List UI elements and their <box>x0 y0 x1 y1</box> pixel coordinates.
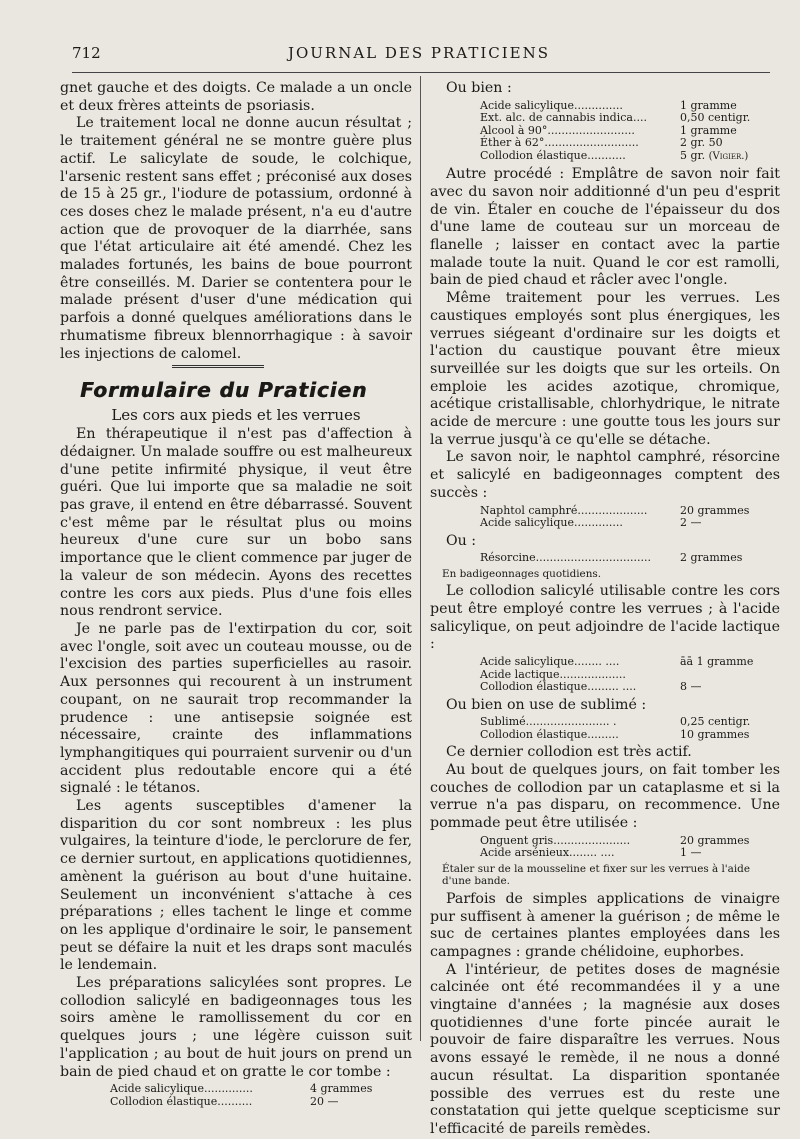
ingredient: Acide salicylique.............. <box>480 516 623 530</box>
dose: 20 grammes <box>680 503 750 517</box>
prescription <box>430 716 780 741</box>
dose: 4 grammes <box>310 1082 373 1096</box>
ingredient: Résorcine................................. <box>480 551 651 565</box>
ingredient: Alcool à 90°......................... <box>480 123 635 137</box>
running-title: JOURNAL DES PRATICIENS <box>287 44 551 62</box>
dose: 0,50 centigr. <box>680 111 751 125</box>
right-column <box>430 80 780 1139</box>
ingredient: Collodion élastique......... .... <box>480 680 637 694</box>
left-column <box>60 80 412 1111</box>
prescription <box>430 656 780 694</box>
prescription-line <box>480 137 780 150</box>
dose <box>680 150 780 164</box>
dose: āā 1 gramme <box>680 655 754 669</box>
paragraph: Même traitement pour les verrues. Les caustiques employés sont plus énergiques, les verrues siégeant d'ordinaire sur les doigts et l'action du caustique pouvant être mieux surveillée sur les doigts que sur les orteils. On emploie les acides azotique, chromique, acétique cristallisable, chlorhydrique, le nitrate acide de mercure : une goutte tous les jours sur la verrue jusqu'à ce qu'elle se détache. <box>430 290 780 448</box>
paragraph: Parfois de simples applications de vinaigre pur suffisent à amener la guérison ; de même le suc de certaines plantes employées dans les campagnes : grande chélidoine, euphorbes. <box>430 890 780 960</box>
paragraph: Je ne parle pas de l'extirpation du cor, soit avec l'ongle, soit avec un couteau mousse, ou de l'excision des parties superficielles au rasoir. Aux personnes qui recourent à un instrument coupant, on ne saurait trop recommander la prudence : une antisepsie soignée est nécessaire, crainte des inflammations lymphangitiques qui pourraient survenir ou d'un accident plus redoutable encore qui a été signalé : le tétanos. <box>60 620 412 797</box>
lead-in: Ou bien on use de sublimé : <box>446 696 647 713</box>
ingredient: Ext. alc. de cannabis indica.... <box>480 111 647 125</box>
prescription-line <box>480 517 780 530</box>
article-title: Les cors aux pieds et les verrues <box>111 406 361 425</box>
prescription <box>430 505 780 530</box>
ingredient: Acide salicylique.............. <box>110 1082 253 1096</box>
ingredient: Sublimé........................ . <box>480 715 617 729</box>
paragraph: gnet gauche et des doigts. Ce malade a un oncle et deux frères atteints de psoriasis. <box>60 80 412 114</box>
section-title: Formulaire du Praticien <box>80 378 368 403</box>
prescription-line <box>480 656 780 669</box>
author-credit: (Vigier.) <box>708 150 749 162</box>
paragraph: Le savon noir, le naphtol camphré, résorcine et salicylé en badigeonnages comptent des succès : <box>430 449 780 501</box>
dose: 10 grammes <box>680 727 750 741</box>
prescription <box>430 835 780 860</box>
prescription <box>430 100 780 164</box>
paragraph: Le collodion salicylé utilisable contre les cors peut être employé contre les verrues ; à l'acide salicylique, on peut adjoindre de l'acide lactique : <box>430 583 780 653</box>
ingredient: Acide arsénieux........ .... <box>480 846 615 860</box>
dose: 8 — <box>680 680 702 694</box>
paragraph: Ce dernier collodion est très actif. <box>446 744 692 761</box>
paragraph: Au bout de quelques jours, on fait tomber les couches de collodion par un cataplasme et si la verrue n'a pas disparu, on recommence. Une pommade peut être utilisée : <box>430 761 780 832</box>
paragraph: En thérapeutique il n'est pas d'affection à dédaigner. Un malade souffre ou est malheureux d'une petite infirmité physique, il veut être guéri. Que lui importe que sa maladie ne soit pas grave, il entend en être débarrassé. Souvent c'est même par le résultat plus ou moins heureux d'une cure sur un bobo sans importance que le client commence par juger de la valeur de son médecin. Ayons des recettes contre les cors aux pieds. Plus d'une fois elles nous rendront service. <box>60 426 412 620</box>
header-rule <box>72 72 770 73</box>
ingredient: Acide lactique................... <box>480 667 626 681</box>
page-header <box>72 44 766 68</box>
ingredient: Collodion élastique.......... <box>110 1094 253 1108</box>
prescription <box>430 552 780 565</box>
ingredient: Naphtol camphré.................... <box>480 503 648 517</box>
ingredient: Acide salicylique........ .... <box>480 655 620 669</box>
dose-value: 5 gr. <box>680 148 706 162</box>
section-divider <box>172 365 264 368</box>
prescription-line <box>480 681 780 694</box>
dose: 2 — <box>680 516 702 530</box>
prescription-note: Étaler sur de la mousseline et fixer sur les verrues à l'aide d'une bande. <box>442 862 750 888</box>
column-divider <box>420 76 421 1041</box>
ingredient: Éther à 62°........................... <box>480 136 639 150</box>
prescription-line <box>480 552 780 565</box>
dose: 0,25 centigr. <box>680 715 751 729</box>
prescription-line <box>110 1083 412 1096</box>
prescription-line <box>480 112 780 125</box>
ingredient: Acide salicylique.............. <box>480 98 623 112</box>
prescription-line <box>110 1096 412 1109</box>
prescription-line <box>480 729 780 742</box>
paragraph: Le traitement local ne donne aucun résultat ; le traitement général ne se montre guère plus actif. Le salicylate de soude, le colchique, l'arsenic restent sans effet ; préconisé aux doses de 15 à 25 gr., l'iodure de potassium, ordonné à ces doses chez le malade présent, n'a eu d'autre action que de provoquer de la diarrhée, sans que l'état articulaire ait été amendé. Chez les malades fortunés, les bains de boue pourront être conseillés. M. Darier se contentera pour le malade présent d'user d'une médication qui parfois a donné quelques améliorations dans le rhumatisme fibreux blennorrhagique : à savoir les injections de calomel. <box>60 115 412 362</box>
dose: 20 — <box>310 1094 339 1108</box>
dose: 1 gramme <box>680 123 737 137</box>
paragraph: Autre procédé : Emplâtre de savon noir fait avec du savon noir additionné d'un peu d'esprit de vin. Étaler en couche de l'épaisseur du dos d'une lame de couteau sur un morceau de flanelle ; laisser en contact avec la partie malade toute la nuit. Quand le cor est ramolli, bain de pied chaud et râcler avec l'ongle. <box>430 166 780 289</box>
dose: 2 grammes <box>680 551 743 565</box>
ingredient: Collodion élastique......... <box>480 727 619 741</box>
prescription-line <box>480 847 780 860</box>
ingredient: Onguent gris...................... <box>480 833 631 847</box>
dose: 20 grammes <box>680 833 750 847</box>
prescription <box>60 1083 412 1108</box>
dose: 1 — <box>680 846 702 860</box>
lead-in: Ou : <box>446 532 477 549</box>
paragraph: Les préparations salicylées sont propres. Le collodion salicylé en badigeonnages tous les soirs amène le ramollissement du cor en quelques jours ; une légère cuisson suit l'application ; au bout de huit jours on prend un bain de pied chaud et on gratte le cor tombe : <box>60 975 412 1080</box>
dose: 1 gramme <box>680 98 737 112</box>
prescription-line <box>480 150 780 164</box>
dose: 2 gr. 50 <box>680 136 723 150</box>
lead-in: Ou bien : <box>446 80 512 96</box>
paragraph: Les agents susceptibles d'amener la disparition du cor sont nombreux : les plus vulgaires, la teinture d'iode, le perclorure de fer, ce dernier surtout, en applications quotidiennes, amènent la guérison au bout d'une huitaine. Seulement un inconvénient s'attache à ces préparations ; elles tachent le linge et comme on les applique d'ordinaire le soir, le pansement peut se défaire la nuit et les draps sont maculés le lendemain. <box>60 798 412 974</box>
prescription-note: En badigeonnages quotidiens. <box>442 567 602 580</box>
ingredient: Collodion élastique........... <box>480 148 626 162</box>
page-number: 712 <box>72 44 101 62</box>
prescription-line <box>480 716 780 729</box>
paragraph: A l'intérieur, de petites doses de magnésie calcinée ont été recommandées il y a une vingtaine d'années ; la magnésie aux doses quotidiennes d'une forte pincée aurait le pouvoir de faire disparaître les verrues. Nous avons essayé le remède, il ne nous a donné aucun résultat. La disparition spontanée possible des verrues est du reste une constatation qui jette quelque scepticisme sur l'efficacité de pareils remèdes. <box>430 961 780 1137</box>
